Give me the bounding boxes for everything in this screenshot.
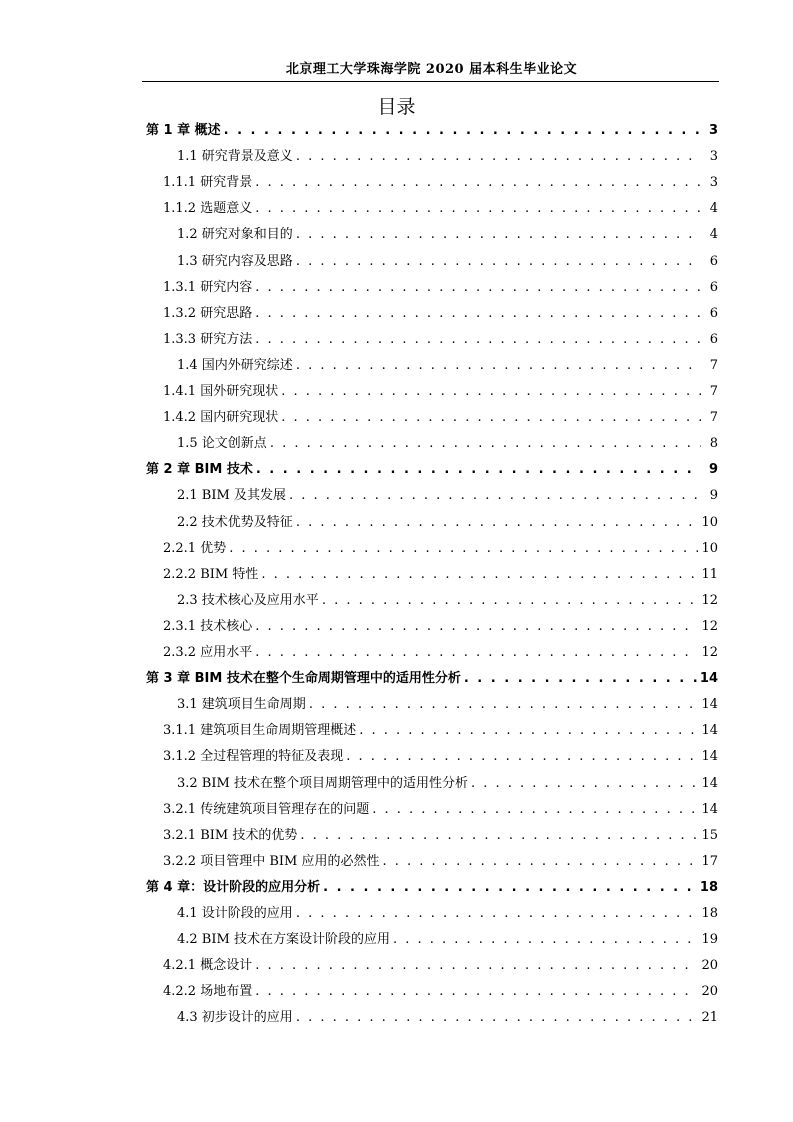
toc-entry [177,482,718,504]
toc-entry [163,378,718,400]
toc-entry-label: 1.1.2 选题意义 [163,201,253,217]
toc-page-number: 7 [709,410,718,426]
toc-leader-dots [296,254,701,270]
toc-page-number: 14 [701,749,718,765]
toc-entry [163,535,718,557]
toc-leader-dots [296,149,701,165]
toc-entry-label: 3.2.1 BIM 技术的优势 [163,827,298,843]
toc-entry-label: 1.4.2 国内研究现状 [163,410,279,426]
toc-page-number: 4 [709,201,718,217]
toc-leader-dots [281,410,701,426]
toc-entry [163,300,718,322]
toc-leader-dots [281,384,701,400]
toc-entry-label: 1.3.2 研究思路 [163,305,253,321]
toc-page-number: 20 [701,984,718,1000]
toc-leader-dots [322,593,699,609]
toc-page-number: 10 [701,514,718,530]
toc-entry-label: 2.2.2 BIM 特性 [163,566,259,582]
toc-entry-label: 第 3 章 BIM 技术在整个生命周期管理中的适用性分析 [146,671,461,687]
toc-entry [163,404,718,426]
toc-entry [177,900,718,922]
toc-entry-label: 1.3.1 研究内容 [163,279,253,295]
toc-page-number: 11 [701,566,718,582]
toc-entry [163,822,718,844]
toc-entry [177,352,718,374]
toc-entry-label: 2.3 技术核心及应用水平 [177,592,319,608]
toc-page-number: 4 [709,227,718,243]
toc-entry-label: 1.3 研究内容及思路 [177,253,293,269]
toc-entry [163,952,718,974]
toc-entry [177,143,718,165]
toc-chapter-entry [146,874,718,896]
toc-leader-dots [464,671,697,687]
toc-leader-dots [296,227,701,243]
toc-page-number: 6 [709,253,718,269]
toc-page-number: 7 [709,384,718,399]
toc-page-number: 21 [701,1010,718,1026]
toc-entry-label: 3.2.1 传统建筑项目管理存在的问题 [163,801,370,817]
toc-entry [177,1004,718,1026]
toc-page-number: 7 [709,357,718,373]
toc-leader-dots [296,1010,699,1026]
toc-entry-label: 第 1 章 概述 [146,123,221,138]
toc-page-number: 3 [709,149,718,165]
toc-leader-dots [256,462,701,478]
toc-entry-label: 1.1 研究背景及意义 [177,149,293,165]
toc-entry [163,195,718,217]
toc-entry [163,978,718,1000]
toc-entry [163,561,718,583]
toc-entry [163,796,718,818]
toc-entry-label: 4.2.2 场地布置 [163,984,253,1000]
toc-leader-dots [359,723,698,739]
toc-entry [163,326,718,348]
toc-page-number: 19 [701,932,718,948]
toc-leader-dots [255,280,701,296]
toc-entry-label: 3.1 建筑项目生命周期 [177,697,306,713]
toc-entry [163,639,718,661]
toc-leader-dots [255,175,701,191]
toc-page-number: 12 [701,645,718,660]
toc-entry [177,430,718,452]
toc-chapter-entry [146,117,718,139]
toc-entry [163,743,718,765]
toc-entry-label: 1.5 论文创新点 [177,436,267,452]
toc-leader-dots [255,332,701,348]
toc-page-number: 15 [701,827,718,843]
toc-entry-label: 3.2.2 项目管理中 BIM 应用的必然性 [163,853,380,869]
toc-leader-dots [255,306,701,322]
toc-entry-label: 4.1 设计阶段的应用 [177,906,293,921]
toc-entry-label: 2.2 技术优势及特征 [177,514,293,530]
toc-page-number: 9 [708,462,718,478]
toc-leader-dots [393,932,699,948]
toc-entry-label: 1.4.1 国外研究现状 [163,384,279,399]
toc-leader-dots [309,697,699,713]
toc-page-number: 14 [699,671,718,687]
toc-page-number: 12 [701,592,718,608]
toc-entry-label: 3.1.2 全过程管理的特征及表现 [163,749,344,765]
toc-page-number: 6 [709,305,718,321]
toc-leader-dots [224,123,701,139]
toc-entry-label: 1.3.3 研究方法 [163,331,253,347]
toc-page-number: 20 [701,958,718,974]
toc-leader-dots [255,619,698,635]
toc-leader-dots [372,802,698,818]
toc-page-number: 14 [701,723,718,739]
running-header: 北京理工大学珠海学院 2020 届本科生毕业论文 [285,62,578,77]
toc-entry [177,691,718,713]
toc-entry [177,221,718,243]
toc-entry-label: 1.2 研究对象和目的 [177,227,293,243]
toc-leader-dots [296,515,699,531]
toc-entry-label: 3.2 BIM 技术在整个项目周期管理中的适用性分析 [177,775,468,791]
toc-entry [177,509,718,531]
toc-leader-dots [261,567,698,583]
toc-page-number: 18 [699,879,718,895]
toc-title: 目录 [377,96,416,118]
toc-leader-dots [255,645,698,661]
toc-leader-dots [300,828,698,844]
header-rule [142,81,719,82]
toc-entry-label: 1.1.1 研究背景 [163,175,253,191]
toc-page-number: 6 [709,331,718,347]
toc-entry [163,169,718,191]
toc-leader-dots [270,436,701,452]
toc-entry-label: 4.2 BIM 技术在方案设计阶段的应用 [177,932,390,948]
toc-entry-label: 3.1.1 建筑项目生命周期管理概述 [163,723,357,739]
toc-entry [163,613,718,635]
toc-page-number: 6 [709,279,718,295]
toc-leader-dots [289,488,701,504]
toc-page-number: 14 [701,775,718,791]
toc-entry [163,848,718,870]
toc-leader-dots [346,749,698,765]
toc-entry [177,248,718,270]
toc-leader-dots [255,958,698,974]
toc-chapter-entry [146,665,718,687]
toc-entry-label: 第 4 章：设计阶段的应用分析 [146,879,321,895]
toc-page-number: 14 [701,697,718,713]
toc-page-number: 18 [701,906,718,921]
toc-entry-label: 2.3.1 技术核心 [163,618,253,634]
toc-page-number: 10 [701,540,718,556]
toc-leader-dots [296,906,699,922]
toc-chapter-entry [146,456,718,478]
toc-entry [177,770,718,792]
toc-page-number: 9 [709,488,718,504]
toc-entry-label: 2.3.2 应用水平 [163,645,253,660]
toc-leader-dots [323,880,697,896]
toc-leader-dots [382,854,698,870]
toc-page-number: 3 [708,123,718,138]
toc-entry-label: 4.2.1 概念设计 [163,958,253,974]
toc-leader-dots [296,358,701,374]
toc-entry-label: 2.2.1 优势 [163,540,227,556]
toc-entry [163,274,718,296]
toc-entry-label: 第 2 章 BIM 技术 [146,462,253,478]
toc-entry [177,926,718,948]
toc-entry-label: 2.1 BIM 及其发展 [177,488,286,504]
toc-page-number: 12 [701,618,718,634]
toc-page-number: 14 [701,801,718,817]
toc-page-number: 3 [709,175,718,191]
toc-entry [177,587,718,609]
toc-page-number: 8 [709,436,718,452]
toc-leader-dots [471,776,699,792]
toc-page-number: 17 [701,853,718,869]
toc-entry-label: 1.4 国内外研究综述 [177,357,293,373]
toc-leader-dots [255,984,698,1000]
toc-entry [163,717,718,739]
toc-entry-label: 4.3 初步设计的应用 [177,1010,293,1026]
toc-leader-dots [229,541,698,557]
toc-leader-dots [255,201,701,217]
